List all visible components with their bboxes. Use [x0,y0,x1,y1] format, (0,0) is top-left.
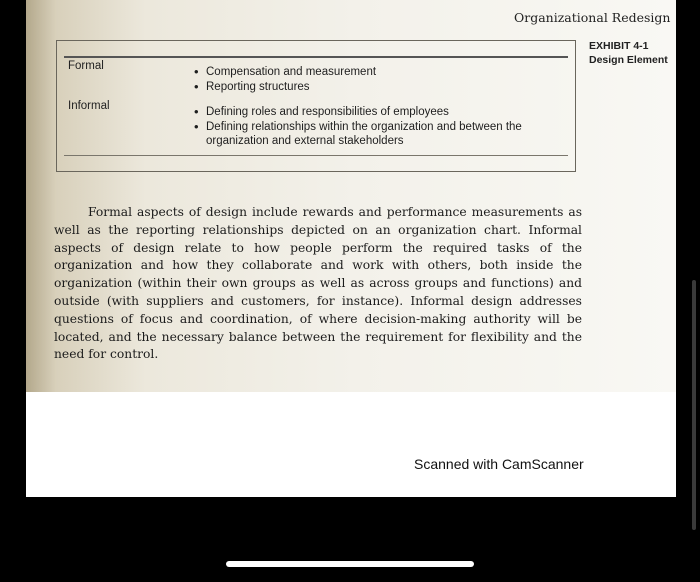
informal-items-list [194,105,546,149]
exhibit-number: EXHIBIT 4-1 [589,40,649,52]
table-top-rule [64,56,568,58]
home-indicator[interactable] [226,561,474,567]
row-label-informal: Informal [68,100,110,112]
scrollbar[interactable] [692,280,696,530]
list-item: • Defining relationships within the organization and between the organization and external stakeholders [194,120,546,149]
row-label-formal: Formal [68,60,104,72]
formal-items-list [194,65,554,94]
list-item: • Reporting structures [194,80,554,95]
blank-area [26,392,676,497]
table-bottom-rule [64,155,568,156]
list-item: • Defining roles and responsibilities of employees [194,105,546,120]
camscanner-watermark: Scanned with CamScanner [414,456,584,472]
exhibit-title: Design Element [589,54,668,66]
exhibit-caption [589,39,668,67]
running-head: Organizational Redesign [514,10,671,25]
body-paragraph: Formal aspects of design include rewards and performance measurements as well as the reporting relationships depicted on an organization chart. Informal aspects of design relate to how people perform the required tasks of the organization and how they collaborate and work with others, both inside the organization (within their own groups as well as across groups and functions) and outside (with suppliers and customers, for instance). Informal design addresses questions of focus and coordination, of where decision-making authority will be located, and the necessary balance between the requirement for flexibility and the need for control. [54,205,582,362]
scanned-page [26,0,676,497]
list-item: • Compensation and measurement [194,65,554,80]
